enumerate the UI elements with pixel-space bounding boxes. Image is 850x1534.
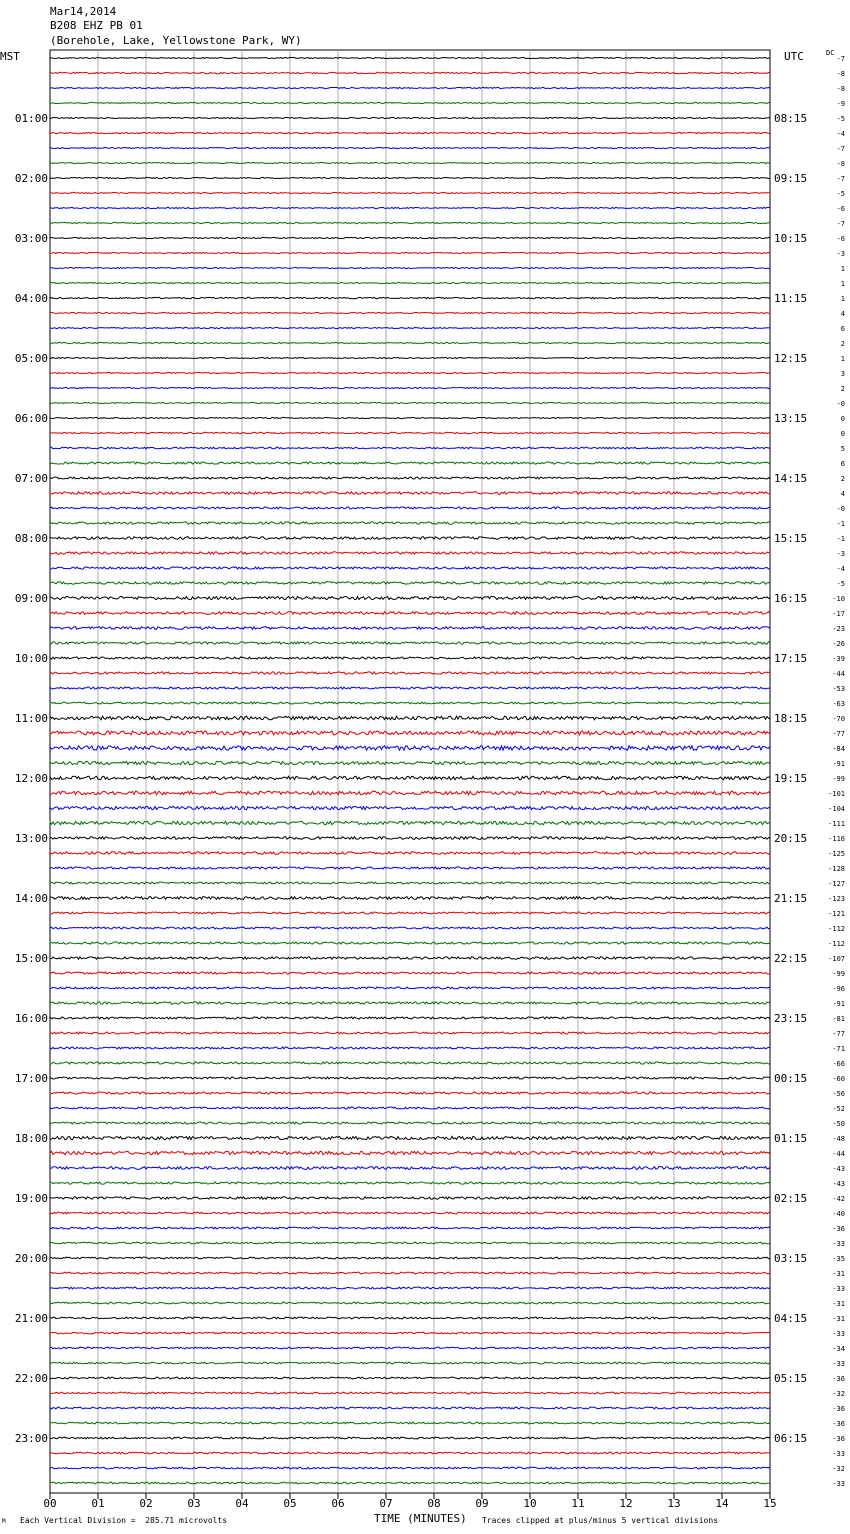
dc-offset-label: -96 bbox=[832, 985, 845, 993]
dc-label: DC bbox=[826, 49, 835, 57]
utc-hour-label: 09:15 bbox=[774, 172, 808, 185]
mst-hour-label: 12:00 bbox=[14, 772, 48, 785]
dc-offset-label: -77 bbox=[832, 1030, 845, 1038]
seismic-trace bbox=[50, 1002, 770, 1004]
dc-offset-label: -8 bbox=[836, 160, 845, 168]
seismic-trace bbox=[50, 102, 770, 103]
dc-offset-label: -71 bbox=[832, 1045, 845, 1053]
seismic-trace bbox=[50, 1107, 770, 1109]
seismic-trace bbox=[50, 702, 770, 704]
dc-offset-label: -70 bbox=[832, 715, 845, 723]
seismic-trace bbox=[50, 1017, 770, 1019]
seismic-trace bbox=[50, 72, 770, 73]
dc-offset-label: 0 bbox=[840, 415, 845, 423]
seismic-trace bbox=[50, 252, 770, 253]
dc-offset-label: -0 bbox=[836, 505, 845, 513]
seismic-trace bbox=[50, 657, 770, 659]
seismic-trace bbox=[50, 462, 770, 464]
dc-offset-label: 6 bbox=[840, 460, 845, 468]
dc-offset-label: -123 bbox=[828, 895, 845, 903]
dc-offset-label: -99 bbox=[832, 775, 845, 783]
dc-offset-label: -111 bbox=[828, 820, 845, 828]
dc-offset-label: -56 bbox=[832, 1090, 845, 1098]
seismic-trace bbox=[50, 837, 770, 840]
utc-hour-label: 16:15 bbox=[774, 592, 808, 605]
seismic-trace bbox=[50, 897, 770, 900]
dc-offset-label: -31 bbox=[832, 1315, 845, 1323]
dc-offset-label: -91 bbox=[832, 1000, 845, 1008]
seismic-trace bbox=[50, 1212, 770, 1214]
mst-hour-label: 22:00 bbox=[14, 1372, 48, 1385]
seismic-trace bbox=[50, 1257, 770, 1259]
utc-hour-label: 19:15 bbox=[774, 772, 808, 785]
mst-hour-label: 04:00 bbox=[14, 292, 48, 305]
dc-offset-label: -7 bbox=[836, 175, 845, 183]
dc-offset-label: 2 bbox=[840, 385, 845, 393]
x-tick-label: 03 bbox=[187, 1497, 201, 1510]
plot-frame bbox=[50, 50, 770, 1493]
seismic-trace bbox=[50, 806, 770, 809]
mst-hour-label: 07:00 bbox=[14, 472, 48, 485]
seismic-trace bbox=[50, 207, 770, 208]
dc-offset-label: -36 bbox=[832, 1420, 845, 1428]
dc-offset-label: -53 bbox=[832, 685, 845, 693]
seismic-trace bbox=[50, 1062, 770, 1064]
dc-offset-label: -7 bbox=[836, 220, 845, 228]
dc-offset-label: -42 bbox=[832, 1195, 845, 1203]
seismic-trace bbox=[50, 1347, 770, 1349]
seismic-trace bbox=[50, 387, 770, 388]
dc-offset-label: 2 bbox=[840, 340, 845, 348]
seismic-trace bbox=[50, 912, 770, 914]
mst-hour-label: 10:00 bbox=[14, 652, 48, 665]
utc-hour-label: 11:15 bbox=[774, 292, 808, 305]
seismic-trace bbox=[50, 642, 770, 644]
x-axis-title: TIME (MINUTES) bbox=[374, 1512, 467, 1525]
seismic-trace bbox=[50, 492, 770, 495]
x-tick-label: 02 bbox=[139, 1497, 153, 1510]
seismic-trace bbox=[50, 537, 770, 540]
seismic-trace bbox=[50, 132, 770, 133]
x-tick-label: 08 bbox=[427, 1497, 441, 1510]
seismic-trace bbox=[50, 1227, 770, 1229]
seismic-trace bbox=[50, 177, 770, 178]
dc-offset-label: -44 bbox=[832, 1150, 845, 1158]
station-id: B208 EHZ PB 01 bbox=[50, 19, 143, 32]
x-tick-label: 06 bbox=[331, 1497, 345, 1510]
seismic-trace bbox=[50, 1407, 770, 1409]
dc-offset-label: -84 bbox=[832, 745, 845, 753]
dc-offset-label: -99 bbox=[832, 970, 845, 978]
utc-hour-label: 01:15 bbox=[774, 1132, 808, 1145]
dc-offset-label: -36 bbox=[832, 1405, 845, 1413]
utc-hour-label: 22:15 bbox=[774, 952, 808, 965]
dc-offset-label: -3 bbox=[836, 250, 845, 258]
right-timezone-label: UTC bbox=[784, 50, 804, 63]
mst-hour-label: 23:00 bbox=[14, 1432, 48, 1445]
x-tick-label: 05 bbox=[283, 1497, 297, 1510]
seismic-trace bbox=[50, 776, 770, 779]
dc-offset-label: -31 bbox=[832, 1270, 845, 1278]
mst-hour-label: 05:00 bbox=[14, 352, 48, 365]
seismic-trace bbox=[50, 1287, 770, 1289]
x-tick-label: 11 bbox=[571, 1497, 585, 1510]
dc-offset-label: -36 bbox=[832, 1375, 845, 1383]
dc-offset-label: -50 bbox=[832, 1120, 845, 1128]
dc-offset-label: -17 bbox=[832, 610, 845, 618]
dc-offset-label: -8 bbox=[836, 70, 845, 78]
dc-offset-label: -5 bbox=[836, 580, 845, 588]
mst-hour-label: 20:00 bbox=[14, 1252, 48, 1265]
utc-hour-label: 06:15 bbox=[774, 1432, 808, 1445]
mst-hour-label: 17:00 bbox=[14, 1072, 48, 1085]
seismic-trace bbox=[50, 1272, 770, 1274]
dc-offset-label: -60 bbox=[832, 1075, 845, 1083]
dc-offset-label: -33 bbox=[832, 1240, 845, 1248]
dc-offset-label: -81 bbox=[832, 1015, 845, 1023]
seismic-trace bbox=[50, 522, 770, 524]
x-tick-label: 12 bbox=[619, 1497, 633, 1510]
seismic-trace bbox=[50, 687, 770, 689]
x-tick-label: 07 bbox=[379, 1497, 393, 1510]
dc-offset-label: -32 bbox=[832, 1390, 845, 1398]
seismic-trace bbox=[50, 237, 770, 238]
dc-offset-label: -77 bbox=[832, 730, 845, 738]
dc-offset-label: -0 bbox=[836, 400, 845, 408]
utc-hour-label: 14:15 bbox=[774, 472, 808, 485]
utc-hour-label: 00:15 bbox=[774, 1072, 808, 1085]
seismic-trace bbox=[50, 761, 770, 764]
seismic-trace bbox=[50, 852, 770, 855]
mst-hour-label: 11:00 bbox=[14, 712, 48, 725]
seismic-trace bbox=[50, 1047, 770, 1049]
footer-mark: M bbox=[2, 1518, 6, 1525]
seismic-trace bbox=[50, 596, 770, 599]
seismic-trace bbox=[50, 927, 770, 929]
seismic-trace bbox=[50, 987, 770, 989]
utc-hour-label: 03:15 bbox=[774, 1252, 808, 1265]
utc-hour-label: 05:15 bbox=[774, 1372, 808, 1385]
dc-offset-label: -39 bbox=[832, 655, 845, 663]
mst-hour-label: 14:00 bbox=[14, 892, 48, 905]
seismic-trace bbox=[50, 357, 770, 358]
dc-offset-label: -33 bbox=[832, 1450, 845, 1458]
dc-offset-label: -101 bbox=[828, 790, 845, 798]
seismic-trace bbox=[50, 627, 770, 630]
seismic-trace bbox=[50, 417, 770, 418]
mst-hour-label: 18:00 bbox=[14, 1132, 48, 1145]
dc-offset-label: -4 bbox=[836, 130, 845, 138]
seismic-trace bbox=[50, 57, 770, 58]
mst-hour-label: 02:00 bbox=[14, 172, 48, 185]
seismic-trace bbox=[50, 432, 770, 433]
station-location: (Borehole, Lake, Yellowstone Park, WY) bbox=[50, 34, 302, 47]
seismic-trace bbox=[50, 1032, 770, 1034]
dc-offset-label: -116 bbox=[828, 835, 845, 843]
mst-hour-label: 03:00 bbox=[14, 232, 48, 245]
dc-offset-label: -26 bbox=[832, 640, 845, 648]
dc-offset-label: -31 bbox=[832, 1300, 845, 1308]
seismic-trace bbox=[50, 1182, 770, 1184]
seismic-trace bbox=[50, 1437, 770, 1439]
seismic-trace bbox=[50, 957, 770, 959]
dc-offset-label: 4 bbox=[840, 310, 845, 318]
dc-offset-label: -10 bbox=[832, 595, 845, 603]
dc-offset-label: -3 bbox=[836, 550, 845, 558]
utc-hour-label: 02:15 bbox=[774, 1192, 808, 1205]
seismic-trace bbox=[50, 117, 770, 118]
dc-offset-label: -43 bbox=[832, 1180, 845, 1188]
utc-hour-label: 13:15 bbox=[774, 412, 808, 425]
seismic-trace bbox=[50, 1377, 770, 1379]
seismic-trace bbox=[50, 1242, 770, 1244]
dc-offset-label: 4 bbox=[840, 490, 845, 498]
dc-offset-label: -1 bbox=[836, 535, 845, 543]
seismic-trace bbox=[50, 282, 770, 283]
seismic-trace bbox=[50, 972, 770, 974]
utc-hour-label: 21:15 bbox=[774, 892, 808, 905]
dc-offset-label: -112 bbox=[828, 940, 845, 948]
seismic-trace bbox=[50, 402, 770, 403]
dc-offset-label: 3 bbox=[840, 370, 845, 378]
seismic-trace bbox=[50, 1092, 770, 1094]
utc-hour-label: 08:15 bbox=[774, 112, 808, 125]
dc-offset-label: 1 bbox=[840, 295, 845, 303]
seismic-trace bbox=[50, 1332, 770, 1334]
x-tick-label: 14 bbox=[715, 1497, 729, 1510]
dc-offset-label: -66 bbox=[832, 1060, 845, 1068]
dc-offset-label: -127 bbox=[828, 880, 845, 888]
mst-hour-label: 21:00 bbox=[14, 1312, 48, 1325]
dc-offset-label: -1 bbox=[836, 520, 845, 528]
dc-offset-label: 6 bbox=[840, 325, 845, 333]
seismic-trace bbox=[50, 1467, 770, 1469]
seismic-trace bbox=[50, 222, 770, 223]
seismic-trace bbox=[50, 731, 770, 735]
seismic-trace bbox=[50, 791, 770, 795]
utc-hour-label: 12:15 bbox=[774, 352, 808, 365]
dc-offset-label: -48 bbox=[832, 1135, 845, 1143]
dc-offset-label: -125 bbox=[828, 850, 845, 858]
mst-hour-label: 15:00 bbox=[14, 952, 48, 965]
left-timezone-label: MST bbox=[0, 50, 20, 63]
dc-offset-label: -33 bbox=[832, 1360, 845, 1368]
seismic-trace bbox=[50, 1422, 770, 1424]
seismic-trace bbox=[50, 1136, 770, 1139]
x-tick-label: 10 bbox=[523, 1497, 537, 1510]
seismic-trace bbox=[50, 1151, 770, 1154]
seismic-trace bbox=[50, 612, 770, 615]
seismic-trace bbox=[50, 882, 770, 884]
dc-offset-label: -8 bbox=[836, 85, 845, 93]
seismic-trace bbox=[50, 821, 770, 824]
x-tick-label: 15 bbox=[763, 1497, 777, 1510]
seismic-trace bbox=[50, 297, 770, 298]
dc-offset-label: -44 bbox=[832, 670, 845, 678]
mst-hour-label: 08:00 bbox=[14, 532, 48, 545]
seismic-trace bbox=[50, 567, 770, 569]
dc-offset-label: -33 bbox=[832, 1285, 845, 1293]
plot-date: Mar14,2014 bbox=[50, 5, 117, 18]
division-note: Each Vertical Division = 285.71 microvolts bbox=[20, 1516, 228, 1525]
seismic-trace bbox=[50, 867, 770, 869]
seismic-trace bbox=[50, 1392, 770, 1394]
mst-hour-label: 06:00 bbox=[14, 412, 48, 425]
dc-offset-label: -7 bbox=[836, 145, 845, 153]
seismic-trace bbox=[50, 477, 770, 479]
seismic-trace bbox=[50, 267, 770, 268]
utc-hour-label: 18:15 bbox=[774, 712, 808, 725]
dc-offset-label: 2 bbox=[840, 475, 845, 483]
utc-hour-label: 15:15 bbox=[774, 532, 808, 545]
utc-hour-label: 23:15 bbox=[774, 1012, 808, 1025]
dc-offset-label: -7 bbox=[836, 55, 845, 63]
seismic-trace bbox=[50, 1122, 770, 1124]
seismic-trace bbox=[50, 716, 770, 720]
dc-offset-label: -107 bbox=[828, 955, 845, 963]
x-tick-label: 00 bbox=[43, 1497, 57, 1510]
utc-hour-label: 17:15 bbox=[774, 652, 808, 665]
seismic-trace bbox=[50, 1452, 770, 1454]
clip-note: Traces clipped at plus/minus 5 vertical divisions bbox=[482, 1516, 719, 1525]
dc-offset-label: 1 bbox=[840, 280, 845, 288]
dc-offset-label: -63 bbox=[832, 700, 845, 708]
x-tick-label: 04 bbox=[235, 1497, 249, 1510]
mst-hour-label: 16:00 bbox=[14, 1012, 48, 1025]
seismic-trace bbox=[50, 1482, 770, 1484]
dc-offset-label: -128 bbox=[828, 865, 845, 873]
dc-offset-label: 1 bbox=[840, 355, 845, 363]
dc-offset-label: -6 bbox=[836, 205, 845, 213]
seismic-trace bbox=[50, 1317, 770, 1319]
seismic-trace bbox=[50, 1362, 770, 1364]
seismic-trace bbox=[50, 162, 770, 163]
mst-hour-label: 01:00 bbox=[14, 112, 48, 125]
dc-offset-label: -121 bbox=[828, 910, 845, 918]
mst-hour-label: 13:00 bbox=[14, 832, 48, 845]
seismic-trace bbox=[50, 192, 770, 193]
seismic-trace bbox=[50, 1302, 770, 1304]
x-tick-label: 09 bbox=[475, 1497, 489, 1510]
seismic-trace bbox=[50, 372, 770, 373]
mst-hour-label: 09:00 bbox=[14, 592, 48, 605]
dc-offset-label: -5 bbox=[836, 115, 845, 123]
dc-offset-label: -23 bbox=[832, 625, 845, 633]
seismic-trace bbox=[50, 552, 770, 554]
dc-offset-label: -4 bbox=[836, 565, 845, 573]
dc-offset-label: -43 bbox=[832, 1165, 845, 1173]
utc-hour-label: 10:15 bbox=[774, 232, 808, 245]
seismic-trace bbox=[50, 582, 770, 585]
seismic-trace bbox=[50, 942, 770, 944]
x-tick-label: 01 bbox=[91, 1497, 105, 1510]
dc-offset-label: 1 bbox=[840, 265, 845, 273]
dc-offset-label: -104 bbox=[828, 805, 845, 813]
dc-offset-label: -6 bbox=[836, 235, 845, 243]
utc-hour-label: 20:15 bbox=[774, 832, 808, 845]
dc-offset-label: -33 bbox=[832, 1330, 845, 1338]
dc-offset-label: -33 bbox=[832, 1480, 845, 1488]
dc-offset-label: -34 bbox=[832, 1345, 845, 1353]
dc-offset-label: -36 bbox=[832, 1225, 845, 1233]
dc-offset-label: -112 bbox=[828, 925, 845, 933]
mst-hour-label: 19:00 bbox=[14, 1192, 48, 1205]
seismic-trace bbox=[50, 1197, 770, 1199]
seismic-trace bbox=[50, 746, 770, 750]
seismic-trace bbox=[50, 1167, 770, 1170]
seismic-trace bbox=[50, 1077, 770, 1079]
seismic-trace bbox=[50, 87, 770, 88]
dc-offset-label: -40 bbox=[832, 1210, 845, 1218]
dc-offset-label: -35 bbox=[832, 1255, 845, 1263]
seismic-trace bbox=[50, 507, 770, 509]
seismic-trace bbox=[50, 147, 770, 148]
dc-offset-label: -9 bbox=[836, 100, 845, 108]
dc-offset-label: -91 bbox=[832, 760, 845, 768]
seismic-trace bbox=[50, 327, 770, 328]
x-tick-label: 13 bbox=[667, 1497, 681, 1510]
dc-offset-label: 0 bbox=[840, 430, 845, 438]
utc-hour-label: 04:15 bbox=[774, 1312, 808, 1325]
dc-offset-label: -32 bbox=[832, 1465, 845, 1473]
dc-offset-label: -5 bbox=[836, 190, 845, 198]
seismic-trace bbox=[50, 447, 770, 449]
seismic-trace bbox=[50, 342, 770, 343]
seismic-trace bbox=[50, 672, 770, 674]
dc-offset-label: 5 bbox=[840, 445, 845, 453]
seismic-trace bbox=[50, 312, 770, 313]
dc-offset-label: -36 bbox=[832, 1435, 845, 1443]
dc-offset-label: -52 bbox=[832, 1105, 845, 1113]
